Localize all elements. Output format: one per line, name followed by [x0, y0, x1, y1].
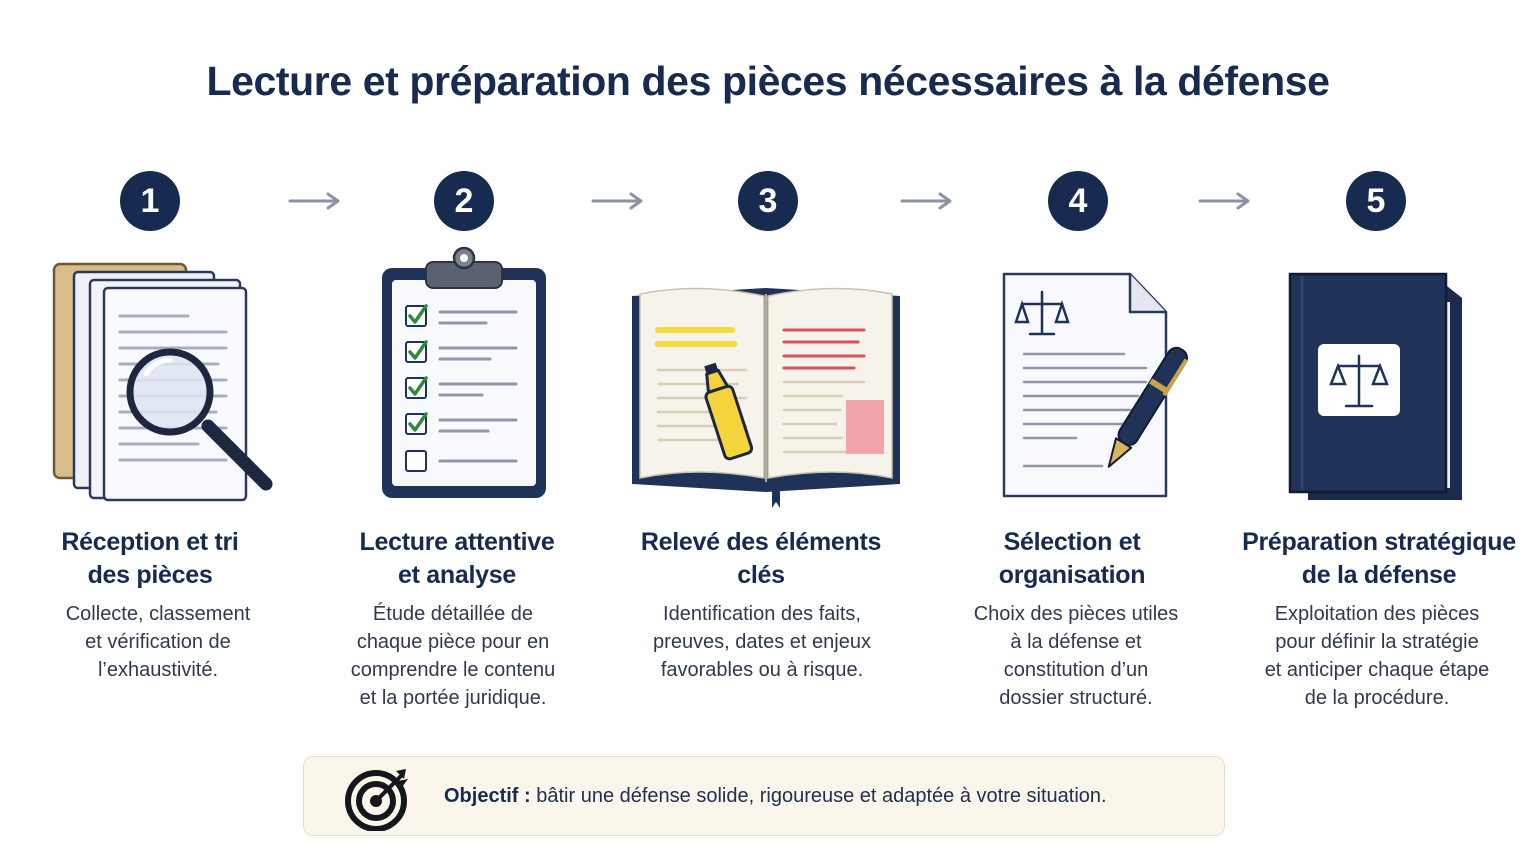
step-4-desc-line: à la défense et	[1010, 631, 1142, 653]
step-3-desc-line: Identification des faits,	[663, 603, 861, 625]
page-title: Lecture et préparation des pièces nécessaires à la défense	[206, 58, 1330, 104]
step-2-badge: 2	[434, 171, 494, 231]
step-5-title	[1234, 526, 1524, 592]
step-4-title	[952, 526, 1192, 592]
step-1-badge: 1	[120, 171, 180, 231]
arrow-right-icon	[288, 191, 342, 211]
step-3-desc-line: preuves, dates et enjeux	[653, 631, 871, 653]
step-2-desc-line: comprendre le contenu	[350, 659, 556, 681]
step-4-desc-line: Choix des pièces utiles	[973, 603, 1179, 625]
arrow-right-icon	[591, 191, 645, 211]
step-4-badge: 4	[1048, 171, 1108, 231]
legal-document-pen-icon	[998, 268, 1198, 502]
step-4-desc-line: dossier structuré.	[999, 687, 1153, 709]
step-5-desc-line: de la procédure.	[1304, 687, 1450, 709]
step-4-title-line: Sélection et	[1003, 528, 1141, 556]
step-1-description	[30, 600, 286, 684]
step-4-title-line: organisation	[998, 561, 1146, 589]
objective-statement: bâtir une défense solide, rigoureuse et adaptée à votre situation.	[530, 785, 1107, 807]
step-1-desc-line: Collecte, classement	[65, 603, 251, 625]
step-5-title-line: de la défense	[1301, 561, 1457, 589]
step-5-desc-line: et anticiper chaque étape	[1264, 659, 1490, 681]
target-icon	[342, 765, 414, 831]
arrow-right-icon	[900, 191, 954, 211]
step-3-title	[626, 526, 896, 592]
defense-binder-icon	[1286, 264, 1472, 508]
objective-label: Objectif :	[444, 785, 531, 807]
step-5-title-line: Préparation stratégique	[1242, 528, 1516, 556]
step-3-description	[626, 600, 898, 684]
step-1-desc-line: l’exhaustivité.	[97, 659, 219, 681]
step-1-title-line: Réception et tri	[61, 528, 239, 556]
step-4-description	[946, 600, 1206, 712]
objective-text	[444, 785, 1107, 808]
step-3-title-line: clés	[737, 561, 785, 589]
step-5-desc-line: Exploitation des pièces	[1274, 603, 1480, 625]
step-3-desc-line: favorables ou à risque.	[660, 659, 864, 681]
step-4-desc-line: constitution d’un	[1003, 659, 1149, 681]
step-1-title-line: des pièces	[87, 561, 213, 589]
step-2-desc-line: Étude détaillée de	[372, 603, 534, 625]
step-1-desc-line: et vérification de	[85, 631, 231, 653]
step-3-title-line: Relevé des éléments	[640, 528, 882, 556]
step-2-description	[322, 600, 584, 712]
step-3-badge: 3	[738, 171, 798, 231]
step-2-title-line: et analyse	[398, 561, 516, 589]
step-5-desc-line: pour définir la stratégie	[1275, 631, 1479, 653]
objective-banner	[303, 756, 1225, 836]
step-2-desc-line: chaque pièce pour en	[356, 631, 550, 653]
step-2-title	[332, 526, 582, 592]
step-5-badge: 5	[1346, 171, 1406, 231]
step-2-desc-line: et la portée juridique.	[359, 687, 547, 709]
arrow-right-icon	[1198, 191, 1252, 211]
documents-magnifier-icon	[48, 256, 284, 506]
notebook-highlighter-icon	[628, 278, 904, 510]
step-2-title-line: Lecture attentive	[359, 528, 555, 556]
clipboard-checklist-icon	[378, 244, 550, 502]
step-5-description	[1240, 600, 1514, 712]
step-1-title	[30, 526, 270, 592]
